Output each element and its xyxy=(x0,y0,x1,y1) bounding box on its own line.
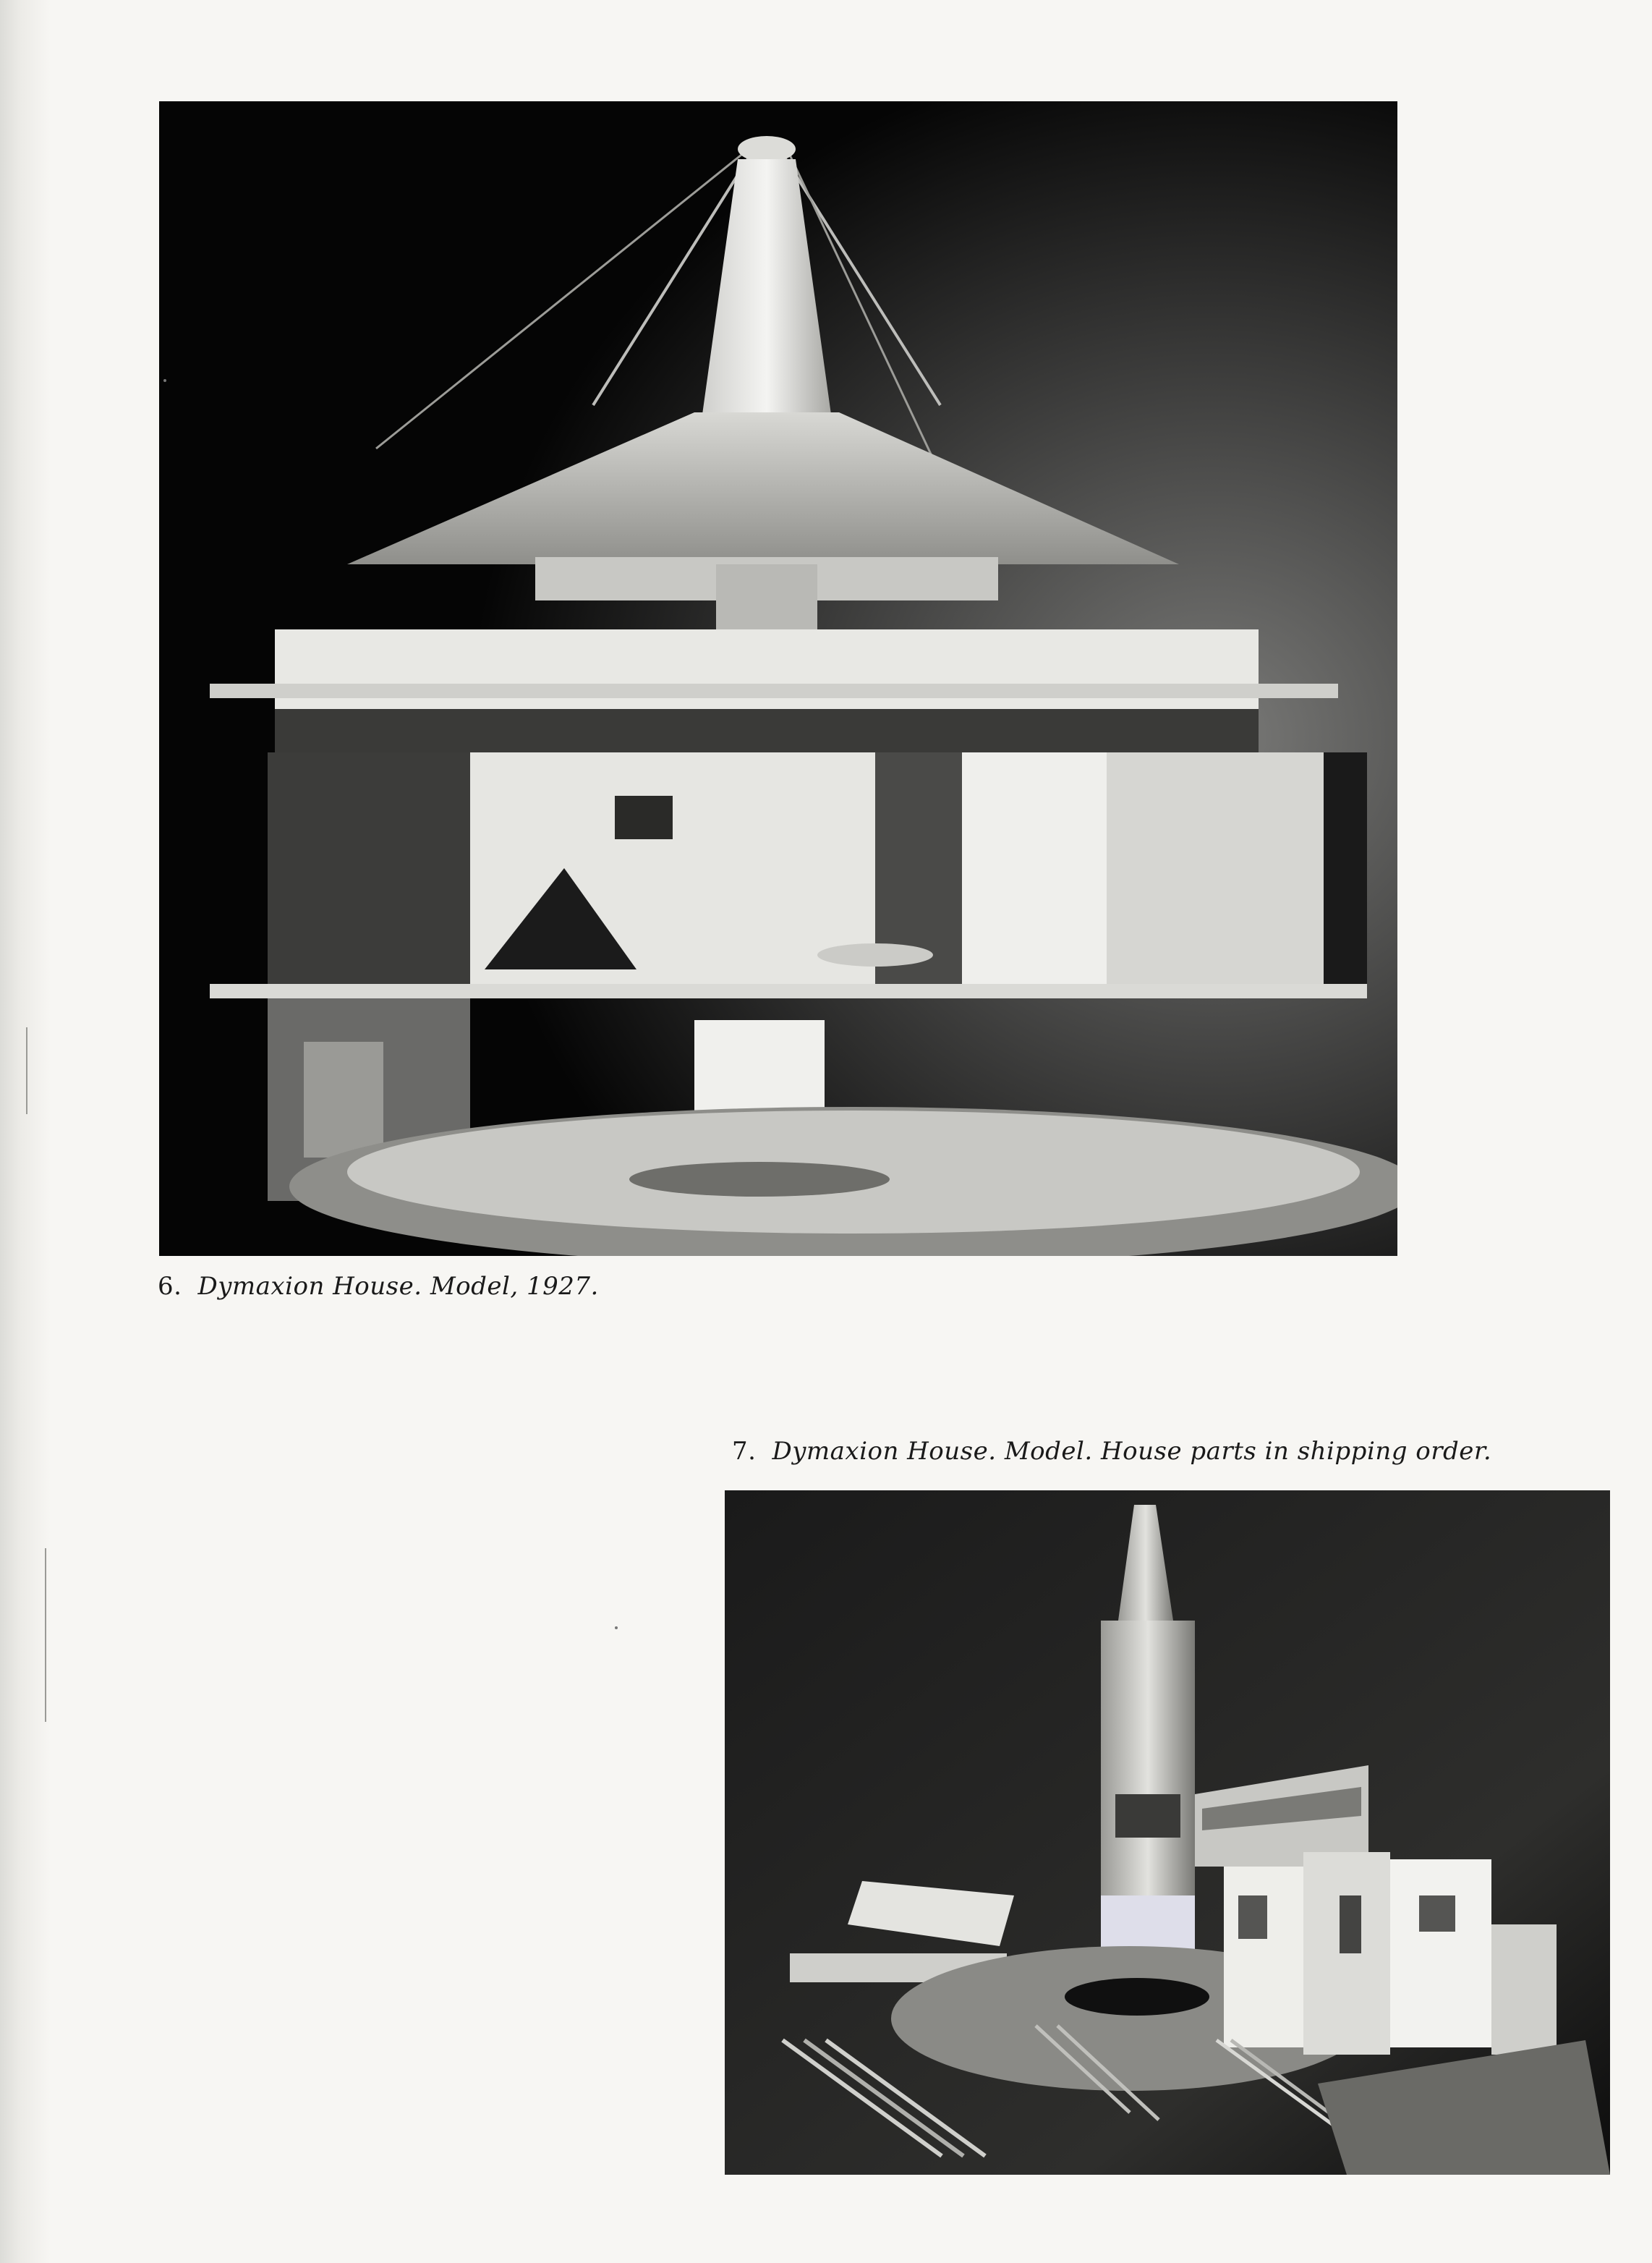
figure-caption-text: Dymaxion House. Model, 1927. xyxy=(197,1272,599,1301)
figure-caption-text: Dymaxion House. Model. House parts in shipping order. xyxy=(772,1437,1492,1466)
page-binding-edge xyxy=(0,0,51,2263)
figure-number: 6. xyxy=(158,1272,182,1301)
figure-7-photo xyxy=(725,1490,1610,2175)
dymaxion-house-parts-illustration xyxy=(725,1490,1610,2175)
figure-6-photo xyxy=(159,101,1397,1256)
figure-7-caption xyxy=(732,1437,1491,1466)
paper-speck xyxy=(615,1626,618,1629)
edge-mark xyxy=(45,1548,46,1722)
figure-number: 7. xyxy=(732,1437,757,1466)
edge-mark xyxy=(26,1027,27,1114)
dymaxion-house-model-illustration xyxy=(159,101,1397,1256)
paper-speck xyxy=(163,379,166,382)
figure-6-caption xyxy=(158,1272,599,1301)
